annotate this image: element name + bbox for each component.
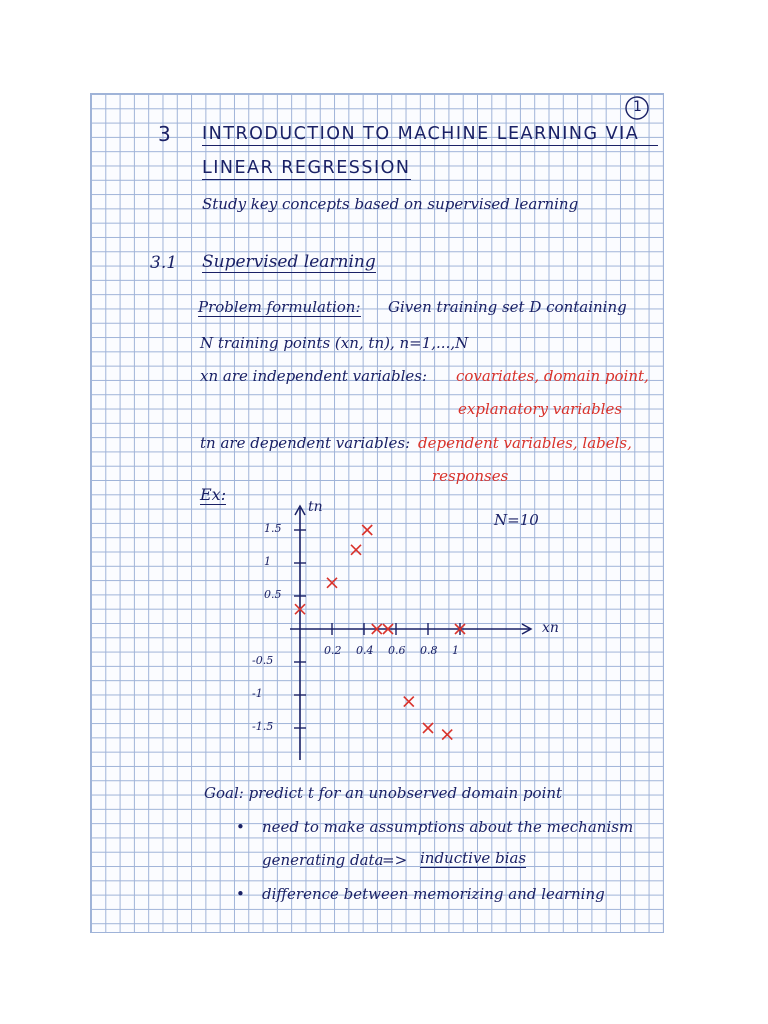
tn-synonyms-2: responses bbox=[432, 467, 509, 485]
bullet-2-dot: • bbox=[236, 885, 245, 903]
data-point bbox=[351, 545, 361, 555]
y-tick-label: 1 bbox=[264, 555, 271, 568]
bullet-2: difference between memorizing and learning bbox=[262, 885, 605, 903]
section-number-3-1: 3.1 bbox=[150, 253, 178, 273]
y-axis-label: tn bbox=[308, 499, 323, 515]
data-point bbox=[442, 730, 452, 740]
data-point bbox=[404, 697, 414, 707]
x-tick-label: 0.8 bbox=[420, 644, 438, 657]
y-tick-label: 0.5 bbox=[264, 588, 282, 601]
xn-synonyms-2: explanatory variables bbox=[458, 400, 623, 418]
section-number: 3 bbox=[158, 122, 173, 146]
n-equals-label: N=10 bbox=[494, 511, 539, 529]
bullet-1-line-2: generating data bbox=[262, 851, 384, 869]
section-heading: Supervised learning bbox=[202, 252, 376, 272]
bullet-1-line-1: need to make assumptions about the mechanism bbox=[262, 818, 634, 836]
x-tick-label: 1 bbox=[452, 644, 459, 657]
xn-synonyms-1: covariates, domain point, bbox=[456, 367, 649, 385]
implies-arrow: => bbox=[382, 851, 408, 869]
title-subtitle: Study key concepts based on supervised learning bbox=[202, 195, 579, 213]
data-point bbox=[362, 525, 372, 535]
tn-definition: tn are dependent variables: bbox=[200, 434, 411, 452]
tn-synonyms-1: dependent variables, labels, bbox=[418, 434, 632, 452]
title-line-2: LINEAR REGRESSION bbox=[202, 158, 411, 178]
problem-line-1: Given training set D containing bbox=[388, 298, 627, 316]
x-tick-label: 0.2 bbox=[324, 644, 342, 657]
page-number: 1 bbox=[633, 99, 644, 115]
xn-definition: xn are independent variables: bbox=[200, 367, 428, 385]
problem-line-2: N training points (xn, tn), n=1,...,N bbox=[200, 334, 469, 352]
y-tick-label: -0.5 bbox=[252, 654, 274, 667]
x-tick-label: 0.4 bbox=[356, 644, 374, 657]
y-tick-label: -1 bbox=[252, 687, 263, 700]
bullet-1-dot: • bbox=[236, 818, 245, 836]
data-point bbox=[423, 723, 433, 733]
title-line-1: INTRODUCTION TO MACHINE LEARNING VIA bbox=[202, 126, 658, 146]
example-label: Ex: bbox=[200, 485, 227, 504]
x-axis-label: xn bbox=[542, 620, 559, 636]
y-tick-label: 1.5 bbox=[264, 522, 282, 535]
x-tick-label: 0.6 bbox=[388, 644, 406, 657]
inductive-bias: inductive bias bbox=[420, 849, 527, 867]
y-tick-label: -1.5 bbox=[252, 720, 274, 733]
problem-label: Problem formulation: bbox=[198, 298, 361, 316]
data-point bbox=[327, 578, 337, 588]
goal-line: Goal: predict t for an unobserved domain point bbox=[204, 784, 563, 802]
